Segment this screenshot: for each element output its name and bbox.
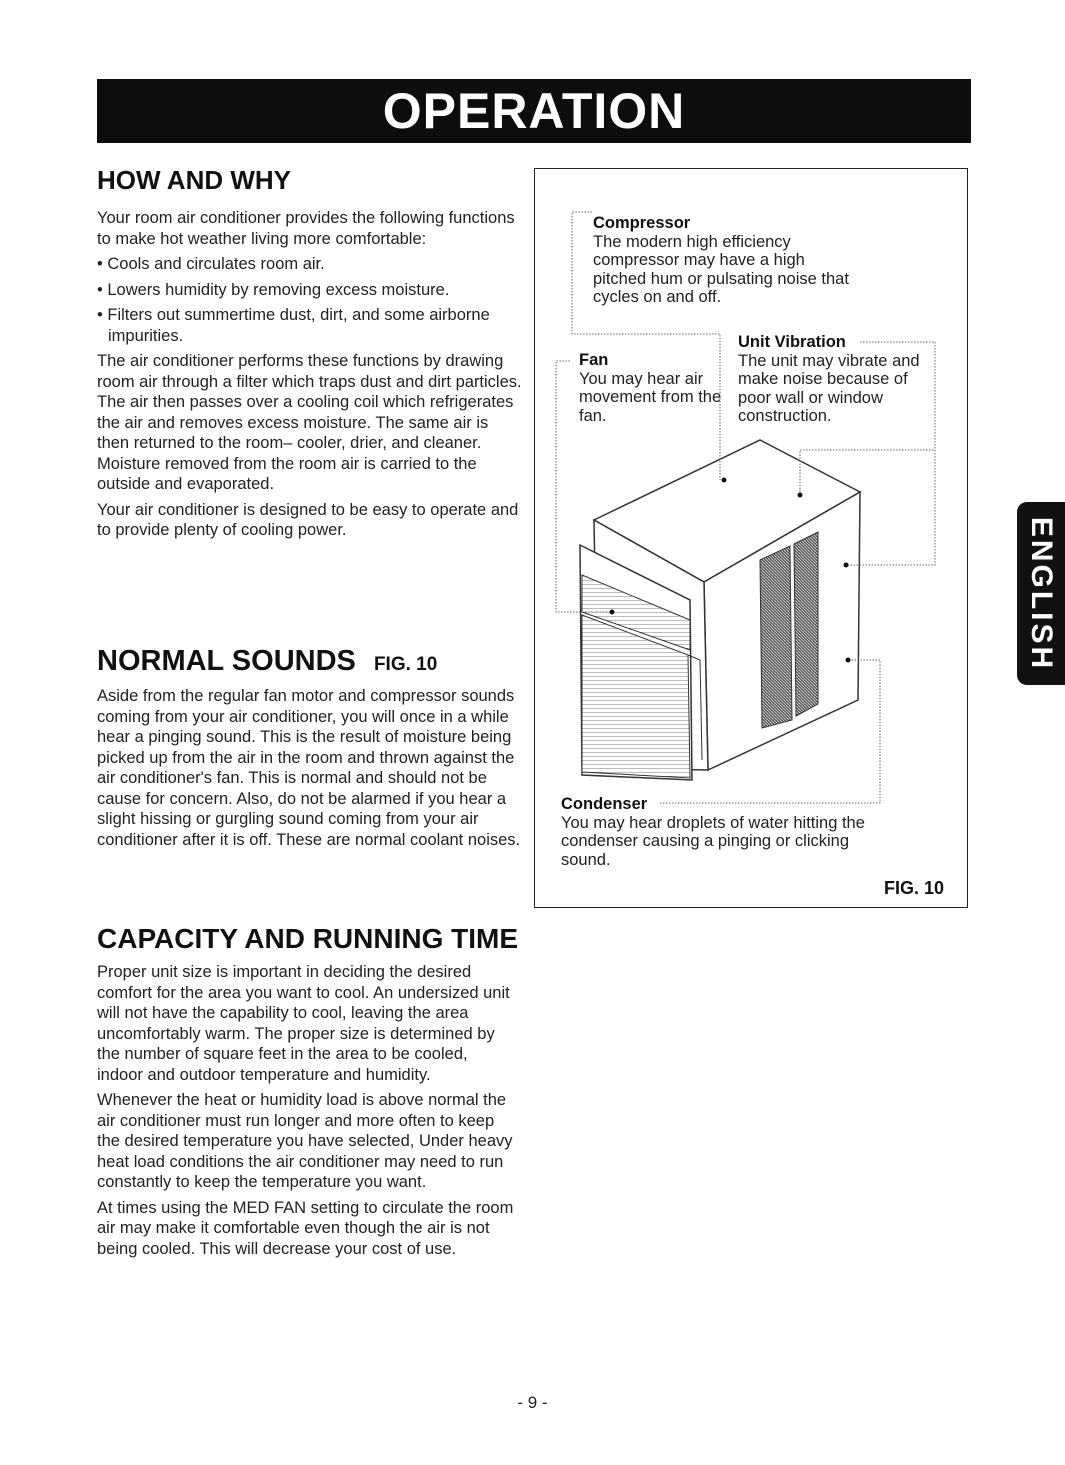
compressor-text: The modern high efficiency compressor may have a high pitched hum or pulsating noise that cycles on and off. <box>593 232 849 306</box>
bullet-item: • Filters out summertime dust, dirt, and some airborne impurities. <box>97 306 490 345</box>
fan-title: Fan <box>579 351 609 369</box>
fan-callout <box>579 351 724 425</box>
fan-text: You may hear air movement from the fan. <box>579 369 722 425</box>
compressor-title: Compressor <box>593 214 691 232</box>
side-louver <box>760 546 792 728</box>
capacity-paragraph: At times using the MED FAN setting to circulate the room air may make it comfortable even though the air is not being cooled. This will decrease your cost of use. <box>97 1198 514 1258</box>
page-number: - 9 - <box>517 1393 548 1412</box>
condenser-title: Condenser <box>561 795 648 813</box>
bullet-item: • Lowers humidity by removing excess moisture. <box>97 280 450 299</box>
compressor-callout <box>593 214 853 307</box>
unit-vibration-callout <box>738 333 934 426</box>
page-header-banner: OPERATION <box>97 79 971 143</box>
normal-sounds-fig-ref: FIG. 10 <box>373 654 438 675</box>
capacity-paragraph: Proper unit size is important in deciding the desired comfort for the area you want to cool. An undersized unit will not have the capability to cool, leaving the area uncomfortably warm. The proper size is determined by the number of square feet in the area to be cooled, indoor and outdoor temperature and humidity. <box>97 963 510 1084</box>
side-louver <box>794 532 818 716</box>
how-and-why-intro: Your room air conditioner provides the following functions to make hot weather living more comfortable: <box>97 209 515 248</box>
normal-sounds-paragraph: Aside from the regular fan motor and compressor sounds coming from your air conditioner, you will once in a while hear a pinging sound. This is the result of moisture being picked up from the air in the room and thrown against the air conditioner's fan. This is normal and should not be cause for concern. Also, do not be alarmed if you hear a slight hissing or gurgling sound coming from your air conditioner after it is off. These are normal coolant noises. <box>97 687 521 849</box>
unit-vibration-title: Unit Vibration <box>738 333 846 351</box>
how-and-why-paragraph: The air conditioner performs these functions by drawing room air through a filter which traps dust and dirt particles. The air then passes over a cooling coil which refrigerates the air and removes excess moisture. The same air is then returned to the room– cooler, drier, and cleaner. Moisture removed from the room air is carried to the outside and evaporated. <box>97 352 522 493</box>
figure-caption: FIG. 10 <box>884 878 945 898</box>
bullet-item: • Cools and circulates room air. <box>97 255 325 273</box>
condenser-callout <box>561 795 871 869</box>
capacity-paragraph: Whenever the heat or humidity load is above normal the air conditioner must run longer and more often to keep the desired temperature you have selected, Under heavy heat load conditions the air conditioner may need to run constantly to keep the temperature you want. <box>97 1091 513 1191</box>
unit-vibration-text: The unit may vibrate and make noise because of poor wall or window construction. <box>738 351 920 425</box>
condenser-text: You may hear droplets of water hitting the condenser causing a pinging or clicking sound. <box>561 813 865 869</box>
language-tab-label: ENGLISH <box>1025 516 1058 671</box>
how-and-why-paragraph: Your air conditioner is designed to be easy to operate and to provide plenty of cooling power. <box>97 500 519 539</box>
how-and-why-title: HOW AND WHY <box>97 165 292 195</box>
normal-sounds-heading: NORMAL SOUNDS <box>97 645 356 677</box>
capacity-title: CAPACITY AND RUNNING TIME <box>97 923 519 954</box>
